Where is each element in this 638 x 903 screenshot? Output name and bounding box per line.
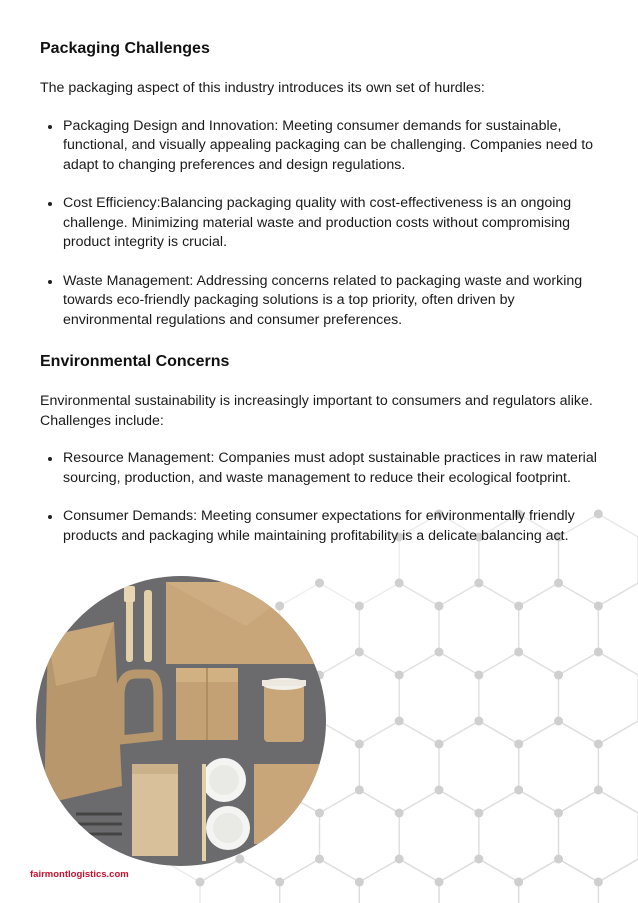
hexagon-cell bbox=[479, 652, 559, 744]
list-item: Cost Efficiency:Balancing packaging quality with cost-effectiveness is an ongoing challenge. Minimizing material waste and production costs without compromising product integrity is crucial. bbox=[40, 194, 605, 253]
hexagon-node bbox=[594, 602, 603, 611]
hexagon-node bbox=[554, 671, 563, 680]
hexagon-node bbox=[514, 878, 523, 887]
hexagon-node bbox=[554, 855, 563, 864]
hexagon-node bbox=[554, 717, 563, 726]
footer-website-link[interactable]: fairmontlogistics.com bbox=[30, 869, 129, 880]
hexagon-node bbox=[355, 878, 364, 887]
packaging-intro: The packaging aspect of this industry introduces its own set of hurdles: bbox=[40, 80, 485, 96]
hexagon-node bbox=[435, 740, 444, 749]
hexagon-cell bbox=[359, 583, 439, 675]
hexagon-node bbox=[395, 671, 404, 680]
hexagon-node bbox=[395, 579, 404, 588]
hexagon-node bbox=[474, 579, 483, 588]
hexagon-cell bbox=[479, 790, 559, 882]
hexagon-node bbox=[594, 878, 603, 887]
hexagon-node bbox=[594, 648, 603, 657]
hexagon-cell bbox=[399, 652, 479, 744]
hexagon-node bbox=[355, 740, 364, 749]
hexagon-node bbox=[474, 717, 483, 726]
list-item: Resource Management: Companies must adopt sustainable practices in raw material sourcing, production, and waste management to reduce their ecological footprint. bbox=[40, 449, 605, 488]
content-column bbox=[40, 39, 605, 546]
hexagon-cell bbox=[359, 859, 439, 903]
hexagon-node bbox=[435, 878, 444, 887]
hexagon-cell bbox=[519, 721, 599, 813]
hexagon-node bbox=[554, 579, 563, 588]
list-item: Packaging Design and Innovation: Meeting consumer demands for sustainable, functional, and visually appealing packaging can be challenging. Companies need to adapt to changing preferences and design regulations. bbox=[40, 117, 605, 176]
list-item: Consumer Demands: Meeting consumer expectations for environmentally friendly products and packaging while maintaining profitability is a delicate balancing act. bbox=[40, 507, 605, 546]
hexagon-node bbox=[514, 602, 523, 611]
hexagon-node bbox=[435, 648, 444, 657]
hexagon-cell bbox=[519, 583, 599, 675]
hexagon-node bbox=[474, 809, 483, 818]
environmental-intro: Environmental sustainability is increasingly important to consumers and regulators alike. Challenges include: bbox=[40, 393, 593, 429]
hexagon-node bbox=[395, 717, 404, 726]
hexagon-node bbox=[395, 809, 404, 818]
hexagon-node bbox=[196, 878, 205, 887]
hexagon-node bbox=[594, 740, 603, 749]
hexagon-node bbox=[474, 671, 483, 680]
hexagon-cell bbox=[559, 652, 638, 744]
hexagon-node bbox=[435, 786, 444, 795]
section-heading-packaging: Packaging Challenges bbox=[40, 40, 210, 57]
hexagon-node bbox=[514, 786, 523, 795]
hexagon-cell bbox=[598, 583, 638, 675]
hexagon-cell bbox=[359, 721, 439, 813]
hexagon-node bbox=[554, 809, 563, 818]
hexagon-node bbox=[474, 855, 483, 864]
hexagon-cell bbox=[320, 652, 400, 744]
packaging-products-photo bbox=[36, 576, 326, 866]
packaging-challenges-list bbox=[40, 117, 605, 331]
hexagon-node bbox=[594, 786, 603, 795]
hexagon-node bbox=[435, 602, 444, 611]
hexagon-node bbox=[355, 786, 364, 795]
hexagon-cell bbox=[519, 859, 599, 903]
hexagon-node bbox=[395, 855, 404, 864]
list-item: Waste Management: Addressing concerns related to packaging waste and working towards eco-friendly packaging solutions is a top priority, often driven by environmental regulations and consumer preferences. bbox=[40, 272, 605, 331]
hexagon-node bbox=[355, 602, 364, 611]
environmental-challenges-list bbox=[40, 449, 605, 546]
hexagon-cell bbox=[439, 583, 519, 675]
hexagon-cell bbox=[439, 721, 519, 813]
hexagon-cell bbox=[598, 859, 638, 903]
hexagon-node bbox=[275, 878, 284, 887]
hexagon-cell bbox=[320, 790, 400, 882]
hexagon-cell bbox=[559, 790, 638, 882]
hexagon-cell bbox=[598, 721, 638, 813]
hexagon-node bbox=[514, 740, 523, 749]
hexagon-node bbox=[355, 648, 364, 657]
section-heading-environmental: Environmental Concerns bbox=[40, 353, 230, 370]
hexagon-cell bbox=[439, 859, 519, 903]
hexagon-cell bbox=[399, 790, 479, 882]
hexagon-node bbox=[514, 648, 523, 657]
